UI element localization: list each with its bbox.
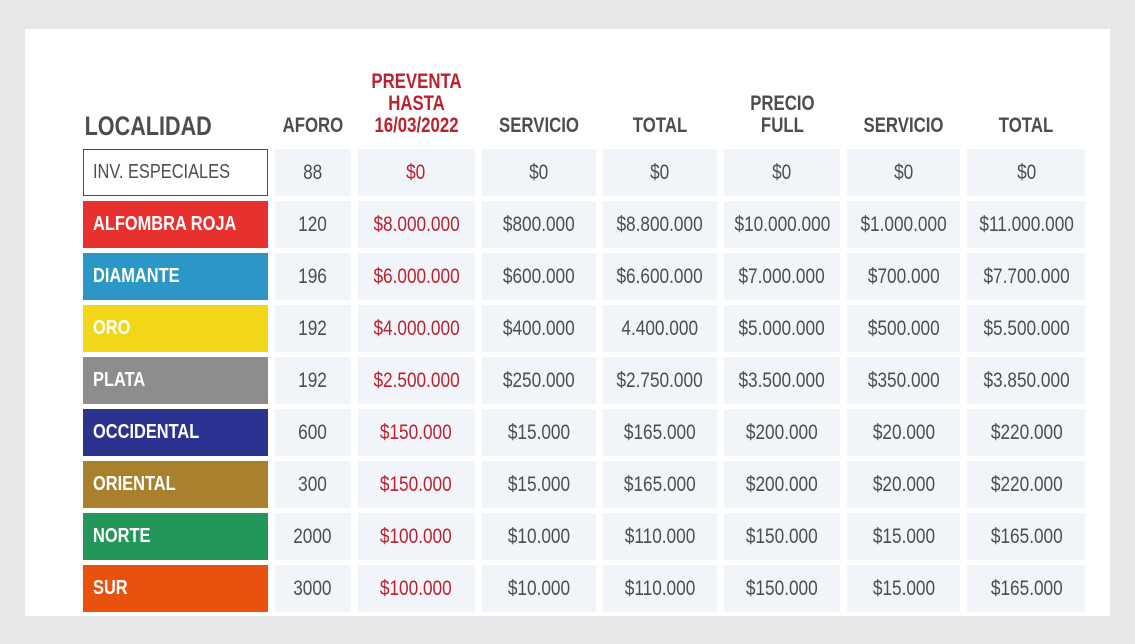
total-full-cell-value: $11.000.000 [979, 212, 1074, 236]
localidad-cell [83, 201, 268, 248]
total-full-cell-value: $165.000 [990, 576, 1063, 600]
total-cell [603, 409, 717, 456]
servicio-cell-value: $600.000 [502, 264, 575, 288]
servicio-full-cell-value: $20.000 [872, 420, 936, 444]
aforo-cell [275, 305, 351, 352]
servicio-cell-value: $400.000 [502, 316, 575, 340]
localidad-cell [83, 461, 268, 508]
servicio-cell-value: $15.000 [507, 472, 570, 496]
aforo-cell-value: 192 [298, 316, 328, 340]
localidad-cell [83, 305, 268, 352]
aforo-cell-value: 3000 [293, 576, 332, 600]
table-row [83, 565, 1085, 612]
servicio-full-cell-value: $0 [894, 160, 914, 184]
precio-full-cell-value: $150.000 [746, 576, 818, 600]
aforo-cell-value: 192 [298, 368, 328, 392]
aforo-cell-value: 88 [303, 160, 323, 184]
localidad-label: PLATA [93, 369, 146, 391]
total-cell-value: $2.750.000 [616, 368, 703, 392]
table-row [83, 357, 1085, 404]
precio-full-cell [724, 305, 841, 352]
precio-full-cell [724, 253, 841, 300]
total-full-cell [967, 305, 1085, 352]
precio-full-cell-value: $200.000 [746, 420, 818, 444]
servicio-cell-value: $800.000 [502, 212, 575, 236]
aforo-cell [275, 357, 351, 404]
servicio-full-cell-value: $1.000.000 [860, 212, 948, 236]
preventa-cell [358, 565, 475, 612]
total-cell-value: $110.000 [624, 576, 695, 600]
servicio-cell [482, 357, 596, 404]
header-precio-full: PRECIO FULL [749, 92, 815, 137]
precio-full-cell-value: $200.000 [746, 472, 818, 496]
aforo-cell [275, 565, 351, 612]
total-full-cell-value: $3.850.000 [983, 368, 1070, 392]
localidad-cell [83, 565, 268, 612]
total-full-cell-value: $5.500.000 [983, 316, 1070, 340]
localidad-label: ALFOMBRA ROJA [93, 213, 237, 235]
total-full-cell-value: $220.000 [990, 420, 1063, 444]
table-row [83, 253, 1085, 300]
servicio-full-cell [847, 409, 960, 456]
total-full-cell [967, 565, 1085, 612]
aforo-cell [275, 149, 351, 196]
total-cell [603, 253, 717, 300]
header-total: TOTAL [632, 114, 687, 137]
precio-full-cell-value: $5.000.000 [738, 316, 826, 340]
localidad-cell [83, 149, 268, 196]
aforo-cell-value: 120 [298, 212, 328, 236]
servicio-cell [482, 305, 596, 352]
preventa-cell [358, 357, 475, 404]
aforo-cell [275, 201, 351, 248]
preventa-cell-value: $150.000 [380, 472, 453, 496]
servicio-cell [482, 201, 596, 248]
servicio-full-cell [847, 357, 960, 404]
total-full-cell-value: $7.700.000 [983, 264, 1070, 288]
preventa-cell-value: $8.000.000 [373, 212, 460, 236]
preventa-cell [358, 513, 475, 560]
servicio-cell [482, 513, 596, 560]
total-full-cell [967, 149, 1085, 196]
total-cell [603, 357, 717, 404]
servicio-cell-value: $10.000 [507, 524, 570, 548]
servicio-full-cell [847, 305, 960, 352]
total-cell-value: $6.600.000 [616, 264, 703, 288]
aforo-cell [275, 409, 351, 456]
total-full-cell-value: $165.000 [990, 524, 1063, 548]
servicio-cell [482, 149, 596, 196]
servicio-cell [482, 461, 596, 508]
header-servicio-full: SERVICIO [863, 114, 944, 137]
localidad-label: ORO [93, 317, 131, 339]
total-full-cell [967, 253, 1085, 300]
servicio-full-cell-value: $15.000 [872, 576, 936, 600]
servicio-cell-value: $15.000 [507, 420, 570, 444]
servicio-cell-value: $250.000 [502, 368, 575, 392]
preventa-cell [358, 461, 475, 508]
precio-full-cell [724, 513, 841, 560]
total-cell [603, 149, 717, 196]
precio-full-cell [724, 357, 841, 404]
price-card [25, 29, 1110, 616]
servicio-full-cell-value: $500.000 [868, 316, 940, 340]
total-full-cell [967, 461, 1085, 508]
localidad-label: ORIENTAL [93, 473, 176, 495]
aforo-cell-value: 600 [298, 420, 328, 444]
precio-full-cell [724, 149, 841, 196]
servicio-full-cell-value: $700.000 [868, 264, 940, 288]
localidad-cell [83, 513, 268, 560]
preventa-cell-value: $0 [406, 160, 426, 184]
preventa-cell-value: $6.000.000 [373, 264, 460, 288]
servicio-full-cell [847, 461, 960, 508]
servicio-full-cell [847, 565, 960, 612]
aforo-cell-value: 196 [298, 264, 328, 288]
total-full-cell [967, 513, 1085, 560]
table-row [83, 461, 1085, 508]
precio-full-cell [724, 565, 841, 612]
header-preventa: PREVENTA HASTA 16/03/2022 [371, 70, 462, 137]
total-cell [603, 201, 717, 248]
table-row [83, 513, 1085, 560]
localidad-label: INV. ESPECIALES [93, 161, 231, 183]
precio-full-cell [724, 201, 841, 248]
total-cell-value: $165.000 [623, 472, 696, 496]
table-body [83, 149, 1085, 612]
servicio-cell-value: $10.000 [507, 576, 570, 600]
total-cell-value: 4.400.000 [621, 316, 698, 340]
localidad-cell [83, 409, 268, 456]
precio-full-cell-value: $10.000.000 [734, 212, 830, 236]
preventa-cell-value: $4.000.000 [373, 316, 460, 340]
total-cell [603, 513, 717, 560]
price-table [76, 40, 1092, 617]
total-cell-value: $165.000 [623, 420, 696, 444]
aforo-cell [275, 461, 351, 508]
precio-full-cell-value: $3.500.000 [738, 368, 826, 392]
localidad-label: DIAMANTE [93, 265, 180, 287]
precio-full-cell-value: $150.000 [746, 524, 818, 548]
aforo-cell-value: 300 [298, 472, 328, 496]
total-cell-value: $8.800.000 [616, 212, 703, 236]
servicio-full-cell-value: $20.000 [872, 472, 936, 496]
table-header-row [83, 45, 1085, 144]
total-full-cell [967, 201, 1085, 248]
localidad-label: SUR [93, 577, 128, 599]
total-cell-value: $110.000 [624, 524, 695, 548]
preventa-cell [358, 253, 475, 300]
preventa-cell-value: $150.000 [380, 420, 453, 444]
precio-full-cell [724, 461, 841, 508]
preventa-cell-value: $100.000 [380, 524, 453, 548]
table-row [83, 201, 1085, 248]
total-cell-value: $0 [650, 160, 670, 184]
precio-full-cell [724, 409, 841, 456]
servicio-full-cell [847, 513, 960, 560]
localidad-cell [83, 357, 268, 404]
servicio-cell [482, 409, 596, 456]
precio-full-cell-value: $0 [772, 160, 792, 184]
localidad-label: NORTE [93, 525, 151, 547]
aforo-cell [275, 513, 351, 560]
aforo-cell [275, 253, 351, 300]
total-cell [603, 461, 717, 508]
table-row [83, 305, 1085, 352]
preventa-cell-value: $100.000 [380, 576, 453, 600]
aforo-cell-value: 2000 [293, 524, 332, 548]
total-full-cell-value: $0 [1016, 160, 1037, 184]
preventa-cell [358, 305, 475, 352]
total-full-cell-value: $220.000 [990, 472, 1063, 496]
header-aforo: AFORO [282, 114, 344, 137]
header-localidad: LOCALIDAD [84, 111, 212, 141]
servicio-cell [482, 253, 596, 300]
servicio-full-cell [847, 201, 960, 248]
localidad-cell [83, 253, 268, 300]
header-servicio: SERVICIO [498, 114, 579, 137]
servicio-full-cell-value: $15.000 [872, 524, 936, 548]
servicio-full-cell [847, 253, 960, 300]
preventa-cell [358, 149, 475, 196]
table-row [83, 409, 1085, 456]
header-total-full: TOTAL [999, 114, 1054, 137]
total-full-cell [967, 409, 1085, 456]
total-full-cell [967, 357, 1085, 404]
preventa-cell-value: $2.500.000 [373, 368, 460, 392]
table-row [83, 149, 1085, 196]
servicio-cell-value: $0 [529, 160, 549, 184]
total-cell [603, 565, 717, 612]
servicio-full-cell [847, 149, 960, 196]
preventa-cell [358, 201, 475, 248]
precio-full-cell-value: $7.000.000 [738, 264, 826, 288]
servicio-full-cell-value: $350.000 [868, 368, 940, 392]
servicio-cell [482, 565, 596, 612]
localidad-label: OCCIDENTAL [93, 421, 200, 443]
preventa-cell [358, 409, 475, 456]
total-cell [603, 305, 717, 352]
